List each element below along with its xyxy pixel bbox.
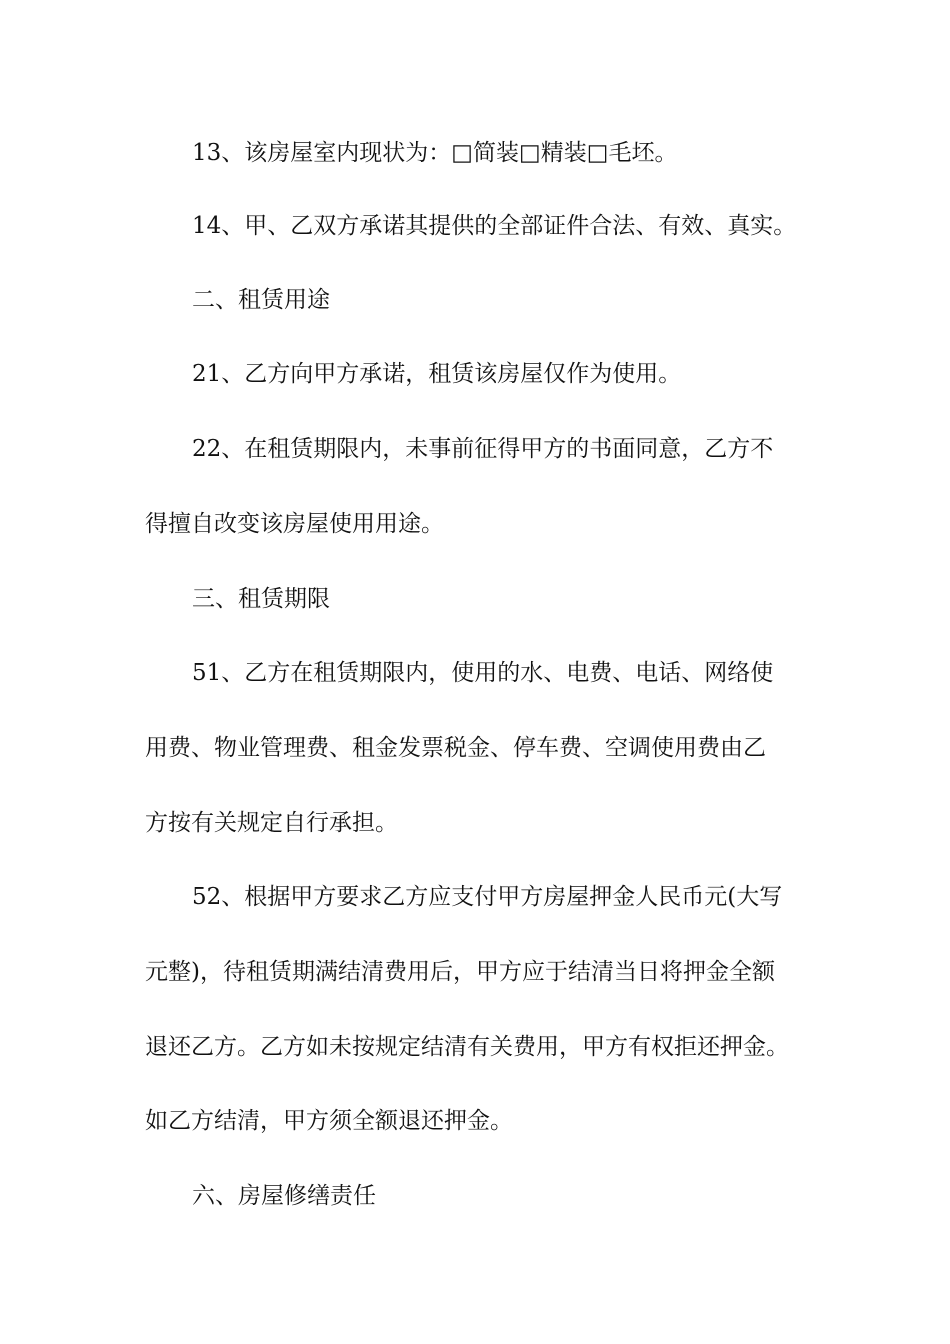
clause-51-line-2: 用费、物业管理费、租金发票税金、停车费、空调使用费由乙 — [145, 735, 766, 761]
clause-21-line: 21、乙方向甲方承诺，租赁该房屋仅作为使用。 — [192, 361, 682, 387]
clause-14-line: 14、甲、乙双方承诺其提供的全部证件合法、有效、真实。 — [192, 213, 797, 239]
section-heading-term: 三、租赁期限 — [192, 586, 330, 612]
clause-13-line: 13、该房屋室内现状为：□简装□精装□毛坯。 — [192, 140, 678, 166]
clause-52-line-1: 52、根据甲方要求乙方应支付甲方房屋押金人民币元(大写 — [192, 884, 783, 910]
clause-51-line-3: 方按有关规定自行承担。 — [145, 810, 398, 836]
clause-52-line-3: 退还乙方。乙方如未按规定结清有关费用，甲方有权拒还押金。 — [145, 1034, 789, 1060]
clause-22-line-1: 22、在租赁期限内，未事前征得甲方的书面同意，乙方不 — [192, 436, 774, 462]
clause-52-line-2: 元整)，待租赁期满结清费用后，甲方应于结清当日将押金全额 — [145, 959, 775, 985]
clause-22-line-2: 得擅自改变该房屋使用用途。 — [145, 511, 444, 537]
section-heading-usage: 二、租赁用途 — [192, 287, 330, 313]
section-heading-repair: 六、房屋修缮责任 — [192, 1183, 376, 1209]
clause-51-line-1: 51、乙方在租赁期限内，使用的水、电费、电话、网络使 — [192, 660, 774, 686]
clause-52-line-4: 如乙方结清，甲方须全额退还押金。 — [145, 1108, 513, 1134]
